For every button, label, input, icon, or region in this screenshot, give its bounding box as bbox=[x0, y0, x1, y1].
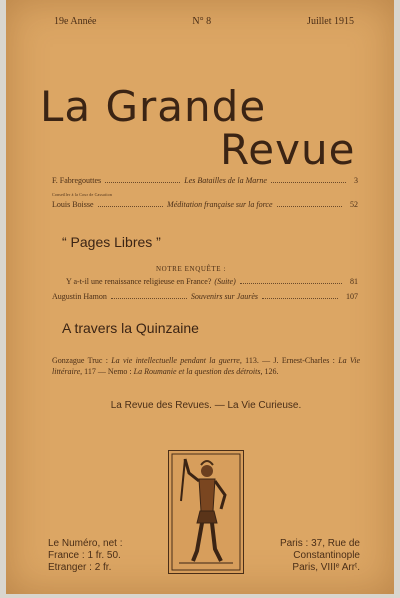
enquete-page: 81 bbox=[350, 277, 358, 286]
enquete-item bbox=[52, 277, 358, 286]
toc-title: Méditation française sur la force bbox=[167, 200, 273, 209]
quinzaine-heading: A travers la Quinzaine bbox=[62, 320, 199, 336]
toc-page: 52 bbox=[350, 200, 358, 209]
issue-date: Juillet 1915 bbox=[307, 16, 354, 27]
enquete-label: NOTRE ENQUÊTE : bbox=[156, 265, 227, 273]
toc-item-3 bbox=[52, 292, 358, 301]
revue-line: La Revue des Revues. — La Vie Curieuse. bbox=[110, 400, 302, 411]
toc-author: F. Fabregouttes bbox=[52, 176, 102, 185]
title-line-1: La Grande bbox=[40, 82, 267, 131]
toc-page: 3 bbox=[354, 176, 359, 185]
enquete-suffix: (Suite) bbox=[214, 277, 236, 286]
toc-item-1 bbox=[52, 176, 358, 185]
magazine-cover bbox=[6, 0, 394, 594]
pages-libres-heading: “ Pages Libres ” bbox=[62, 234, 161, 250]
toc-author: Louis Boisse bbox=[52, 200, 94, 209]
header-bar bbox=[54, 16, 354, 27]
year-label: 19e Année bbox=[54, 16, 97, 27]
toc-item-2 bbox=[52, 200, 358, 209]
issue-number: N° 8 bbox=[192, 16, 212, 27]
toc-author: Augustin Hamon bbox=[52, 292, 107, 301]
price-block: Le Numéro, net : France : 1 fr. 50. Etranger : 2 fr. bbox=[48, 538, 123, 573]
toc-page: 107 bbox=[346, 292, 358, 301]
address-block: Paris : 37, Rue de Constantinople Paris, VIIIᵉ Arrᵗ. bbox=[279, 538, 360, 573]
author-note: Conseiller à la Cour de Cassation bbox=[52, 192, 113, 197]
warrior-emblem-icon bbox=[168, 450, 244, 574]
toc-title: Les Batailles de la Marne bbox=[184, 176, 267, 185]
quinzaine-text: Gonzague Truc : La vie intellectuelle pendant la guerre, 113. — J. Ernest-Charles : La Vie littéraire, 117 — Nemo : La Roumanie et la question des détroits, 126. bbox=[52, 356, 360, 376]
title-line-2: Revue bbox=[220, 125, 356, 174]
enquete-title: Y a-t-il une renaissance religieuse en France? bbox=[66, 277, 212, 286]
toc-title: Souvenirs sur Jaurès bbox=[190, 292, 258, 301]
